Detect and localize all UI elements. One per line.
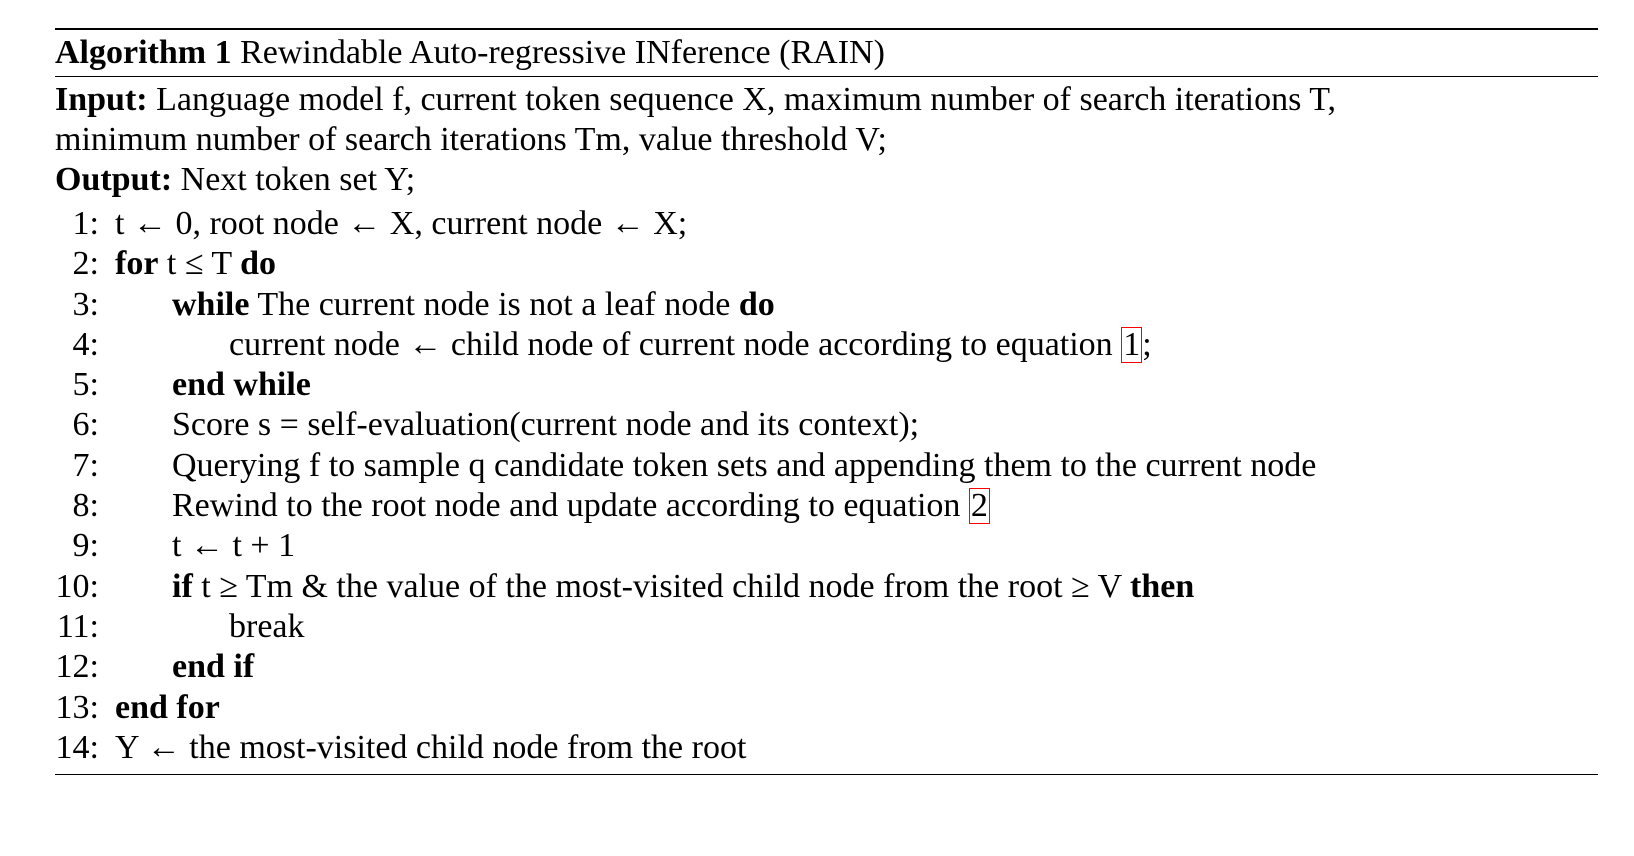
step-number: 10: — [55, 567, 99, 605]
input-text-1: Language model f, current token sequence X, maximum number of search iterations T, — [156, 81, 1336, 118]
step-12 — [55, 647, 1598, 687]
step-content — [99, 365, 311, 405]
step-number: 11: — [56, 607, 99, 645]
algorithm-label: Algorithm 1 — [55, 34, 232, 71]
step-content — [99, 647, 254, 687]
step-3 — [55, 285, 1598, 325]
equation-ref-link[interactable]: 1 — [1123, 325, 1141, 363]
step-13 — [55, 688, 1598, 728]
step-number: 13: — [55, 688, 99, 726]
step-text: Score s = self-evaluation(current node and its context); — [172, 406, 920, 444]
step-content — [99, 244, 276, 284]
algorithm-block — [55, 28, 1598, 775]
step-text: Y ← the most-visited child node from the root — [115, 728, 747, 766]
step-5 — [55, 365, 1598, 405]
step-number: 14: — [55, 728, 99, 766]
step-content — [99, 285, 775, 325]
keyword: do — [738, 285, 775, 323]
keyword: if — [172, 567, 193, 605]
step-10 — [55, 567, 1598, 607]
step-4 — [55, 325, 1598, 365]
algorithm-steps — [55, 200, 1598, 768]
step-text: t ← 0, root node ← X, current node ← X; — [115, 205, 688, 242]
step-number: 2: — [72, 245, 99, 283]
input-line-1 — [55, 80, 1598, 120]
input-line-2 — [55, 120, 1598, 160]
step-number: 4: — [72, 325, 99, 363]
step-number: 6: — [72, 406, 99, 444]
step-number: 1: — [72, 205, 99, 242]
step-11 — [55, 607, 1598, 647]
output-text: Next token set Y; — [180, 161, 416, 198]
step-text: break — [229, 607, 305, 645]
step-text: Rewind to the root node and update according to equation — [172, 487, 961, 525]
step-tail: ; — [1142, 325, 1152, 363]
step-number: 5: — [72, 366, 99, 404]
step-text: t ≥ Tm & the value of the most-visited child node from the root ≥ V — [201, 567, 1122, 605]
step-text: Querying f to sample q candidate token sets and appending them to the current node — [172, 446, 1317, 484]
step-number: 12: — [55, 648, 99, 686]
keyword: while — [172, 285, 250, 323]
step-number: 3: — [72, 285, 99, 323]
keyword: do — [240, 245, 276, 283]
keyword: for — [115, 245, 159, 283]
step-text: t ← t + 1 — [172, 527, 296, 565]
step-text: The current node is not a leaf node — [257, 285, 731, 323]
step-number: 8: — [72, 487, 99, 525]
step-content — [99, 486, 990, 526]
step-number: 7: — [72, 446, 99, 484]
step-6 — [55, 405, 1598, 445]
io-section — [55, 77, 1598, 200]
step-9 — [55, 526, 1598, 566]
input-label: Input: — [55, 81, 148, 118]
equation-ref-link[interactable]: 2 — [970, 487, 988, 525]
input-text-2: minimum number of search iterations Tm, value threshold V; — [55, 121, 887, 158]
step-7 — [55, 446, 1598, 486]
step-2 — [55, 244, 1598, 284]
bottom-rule — [55, 774, 1598, 775]
keyword: end if — [172, 648, 255, 686]
keyword: then — [1130, 567, 1195, 605]
keyword: end while — [172, 366, 311, 404]
algorithm-title: Rewindable Auto-regressive INference (RAIN) — [240, 34, 885, 71]
step-text: t ≤ T — [166, 245, 232, 283]
step-text: current node ← child node of current node according to equation — [229, 325, 1113, 363]
step-content — [99, 567, 1194, 607]
step-content — [99, 688, 220, 728]
step-number: 9: — [72, 527, 99, 565]
step-14 — [55, 728, 1598, 768]
output-label: Output: — [55, 161, 173, 198]
output-line — [55, 160, 1598, 200]
step-content — [99, 325, 1152, 365]
keyword: end for — [115, 688, 220, 726]
step-1 — [55, 204, 1598, 244]
algorithm-caption — [55, 30, 1598, 76]
step-8 — [55, 486, 1598, 526]
